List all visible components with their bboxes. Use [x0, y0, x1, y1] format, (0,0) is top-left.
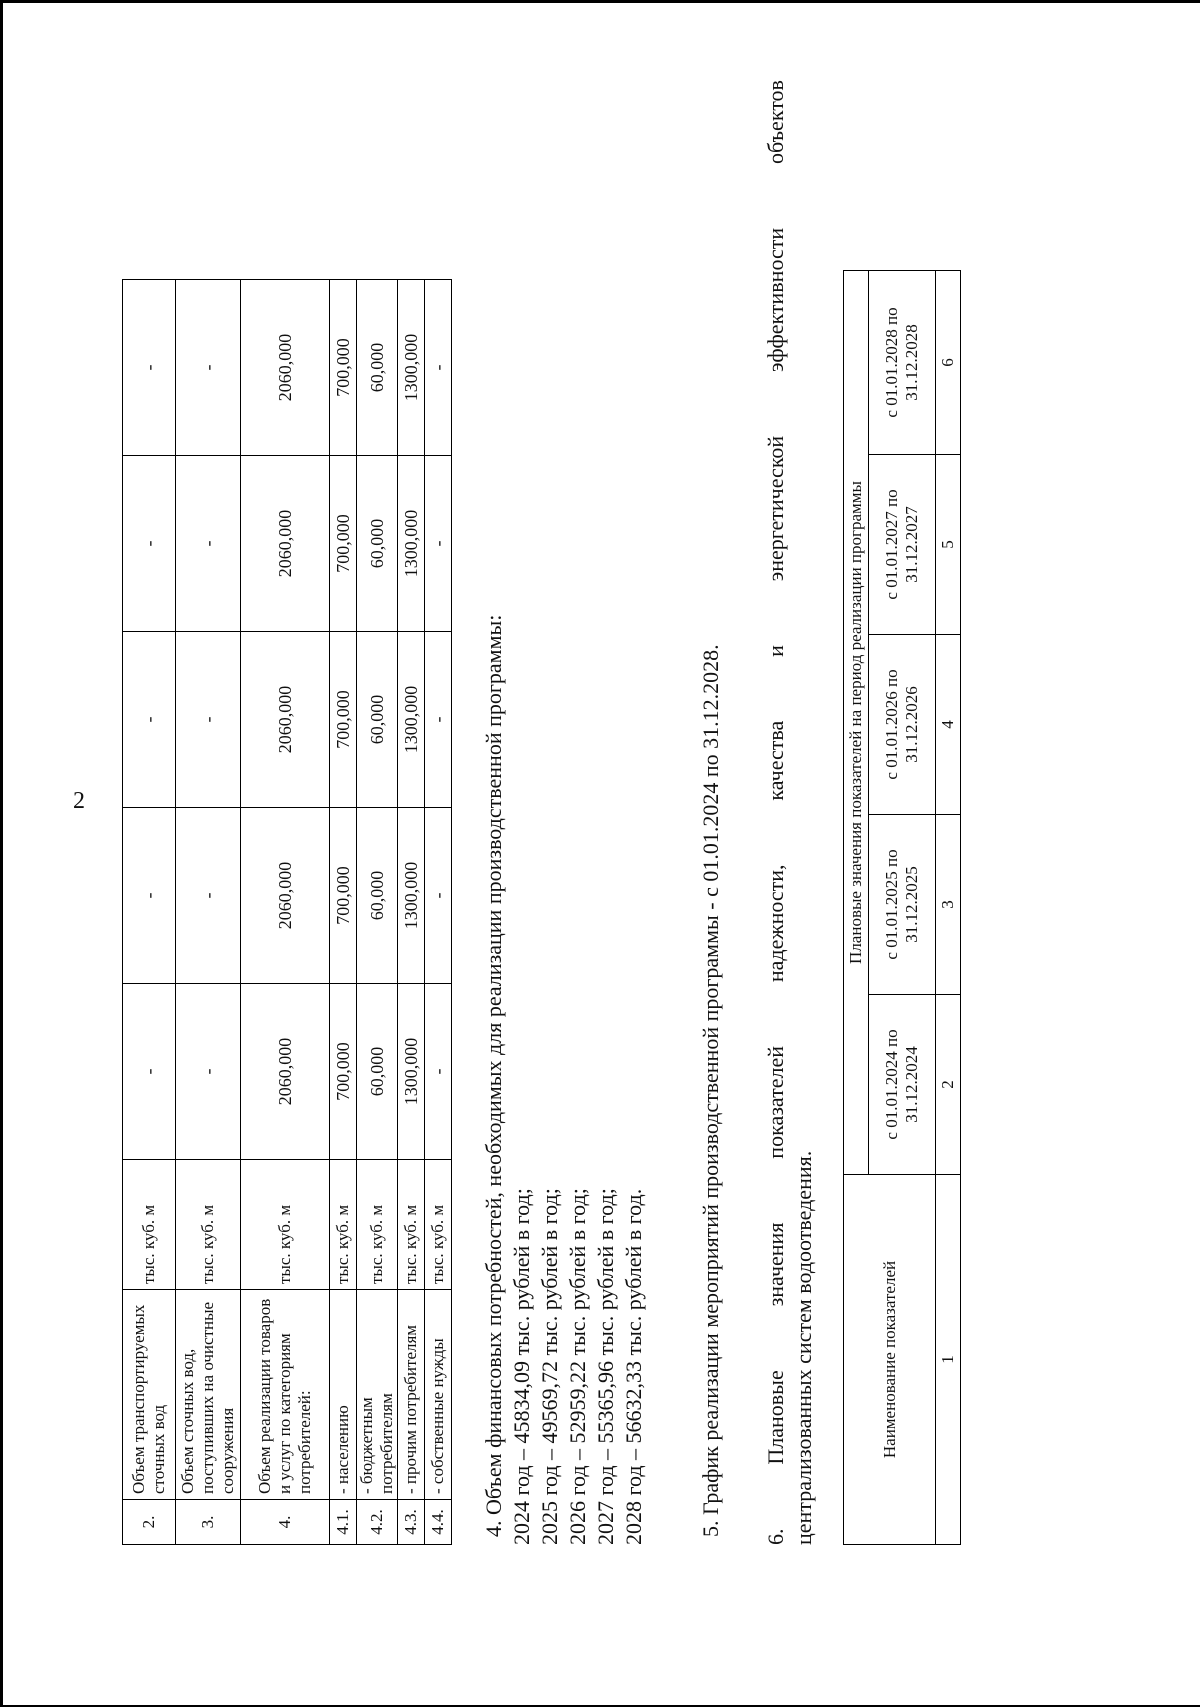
section6-word: надежности,	[763, 864, 788, 983]
value-cell: 2060,000	[241, 456, 330, 632]
indicator-name: - собственные нужды	[425, 1290, 452, 1500]
unit-cell: тыс. куб. м	[176, 1160, 241, 1290]
section6-word: и	[763, 645, 788, 657]
indicator-name: - бюджетным потребителям	[357, 1290, 398, 1500]
row-number: 3.	[176, 1500, 241, 1545]
indicator-name: Объем реализации товаров и услуг по категориям потребителей:	[241, 1290, 330, 1500]
indicator-name: - населению	[330, 1290, 357, 1500]
column-number: 3	[936, 815, 961, 995]
section6-heading-line2: централизованных систем водоотведения.	[791, 1150, 816, 1545]
row-number: 4.2.	[357, 1500, 398, 1545]
value-cell: -	[123, 456, 176, 632]
value-cell: 1300,000	[398, 632, 425, 808]
table-row	[123, 80, 176, 1545]
value-cell: 700,000	[330, 632, 357, 808]
scan-border-left	[0, 0, 3, 1707]
table-row	[241, 80, 330, 1545]
planned-values-header: Плановые значения показателей на период реализации программы	[844, 270, 869, 1174]
table-row	[176, 80, 241, 1545]
value-cell: -	[123, 632, 176, 808]
period-header: с 01.01.2025 по 31.12.2025	[869, 815, 936, 995]
value-cell: 60,000	[357, 984, 398, 1160]
indicator-name: - прочим потребителям	[398, 1290, 425, 1500]
value-cell: 1300,000	[398, 808, 425, 984]
value-cell: 60,000	[357, 280, 398, 456]
value-cell: -	[123, 808, 176, 984]
section6-heading-line1	[762, 80, 790, 1545]
financial-needs-section	[480, 615, 648, 1545]
indicators-volume-table	[122, 79, 452, 1545]
unit-cell: тыс. куб. м	[241, 1160, 330, 1290]
value-cell: -	[176, 808, 241, 984]
value-cell: 60,000	[357, 808, 398, 984]
financial-year-line: 2024 год – 45834,09 тыс. рублей в год;	[509, 1188, 534, 1545]
value-cell: 700,000	[330, 984, 357, 1160]
value-cell: 700,000	[330, 456, 357, 632]
financial-year-line: 2026 год – 52959,22 тыс. рублей в год;	[565, 1188, 590, 1545]
value-cell: -	[425, 808, 452, 984]
scan-border-top	[0, 0, 1200, 3]
rotated-page-content	[122, 80, 1152, 1545]
unit-cell: тыс. куб. м	[357, 1160, 398, 1290]
column-number: 2	[936, 995, 961, 1175]
table-row	[330, 80, 357, 1545]
row-number: 4.1.	[330, 1500, 357, 1545]
section6-word: 6.	[763, 1528, 788, 1545]
value-cell: -	[425, 984, 452, 1160]
section6-word: Плановые	[763, 1370, 788, 1465]
value-cell: 1300,000	[398, 456, 425, 632]
value-cell: -	[425, 456, 452, 632]
indicator-name-header: Наименование показателей	[844, 1175, 936, 1545]
value-cell: 60,000	[357, 456, 398, 632]
value-cell: -	[176, 280, 241, 456]
section6-word: значения	[763, 1222, 788, 1307]
page-number: 2	[73, 788, 85, 814]
section6-word: показателей	[763, 1046, 788, 1159]
value-cell: 1300,000	[398, 984, 425, 1160]
value-cell: -	[176, 456, 241, 632]
row-number: 4.	[241, 1500, 330, 1545]
column-number: 1	[936, 1175, 961, 1545]
value-cell: 700,000	[330, 808, 357, 984]
value-cell: 2060,000	[241, 280, 330, 456]
row-number: 4.4.	[425, 1500, 452, 1545]
financial-needs-heading: 4. Объем финансовых потребностей, необходимых для реализации производственной программы:	[481, 614, 506, 1537]
value-cell: -	[176, 984, 241, 1160]
period-header: с 01.01.2024 по 31.12.2024	[869, 995, 936, 1175]
table-row	[425, 80, 452, 1545]
section6-word: объектов	[763, 80, 788, 164]
value-cell: -	[123, 280, 176, 456]
table-row	[398, 80, 425, 1545]
section6-word: энергетической	[763, 435, 788, 582]
value-cell: 2060,000	[241, 808, 330, 984]
financial-year-line: 2027 год – 55365,96 тыс. рублей в год;	[593, 1188, 618, 1545]
value-cell: -	[123, 984, 176, 1160]
value-cell: -	[425, 280, 452, 456]
value-cell: 700,000	[330, 280, 357, 456]
value-cell: 1300,000	[398, 280, 425, 456]
schedule-section: 5. График реализации мероприятий производственной программы - с 01.01.2024 по 31.12.2028.	[698, 644, 723, 1537]
planned-indicators-table	[843, 270, 961, 1545]
unit-cell: тыс. куб. м	[123, 1160, 176, 1290]
section6-word: эффективности	[763, 227, 788, 372]
value-cell: 2060,000	[241, 632, 330, 808]
period-header: с 01.01.2027 по 31.12.2027	[869, 455, 936, 635]
value-cell: -	[425, 632, 452, 808]
column-number: 4	[936, 635, 961, 815]
row-number: 2.	[123, 1500, 176, 1545]
indicator-name: Объем транспортируемых сточных вод	[123, 1290, 176, 1500]
period-header: с 01.01.2026 по 31.12.2026	[869, 635, 936, 815]
value-cell: 60,000	[357, 632, 398, 808]
table-row	[357, 80, 398, 1545]
financial-year-line: 2025 год – 49569,72 тыс. рублей в год;	[537, 1188, 562, 1545]
indicator-name: Объем сточных вод, поступивших на очистные сооружения	[176, 1290, 241, 1500]
unit-cell: тыс. куб. м	[330, 1160, 357, 1290]
column-number: 5	[936, 455, 961, 635]
value-cell: 2060,000	[241, 984, 330, 1160]
value-cell: -	[176, 632, 241, 808]
period-header: с 01.01.2028 по 31.12.2028	[869, 270, 936, 454]
financial-year-line: 2028 год – 56632,33 тыс. рублей в год.	[621, 1188, 646, 1545]
row-number: 4.3.	[398, 1500, 425, 1545]
section6-word: качества	[763, 720, 788, 801]
unit-cell: тыс. куб. м	[398, 1160, 425, 1290]
column-number: 6	[936, 270, 961, 454]
unit-cell: тыс. куб. м	[425, 1160, 452, 1290]
